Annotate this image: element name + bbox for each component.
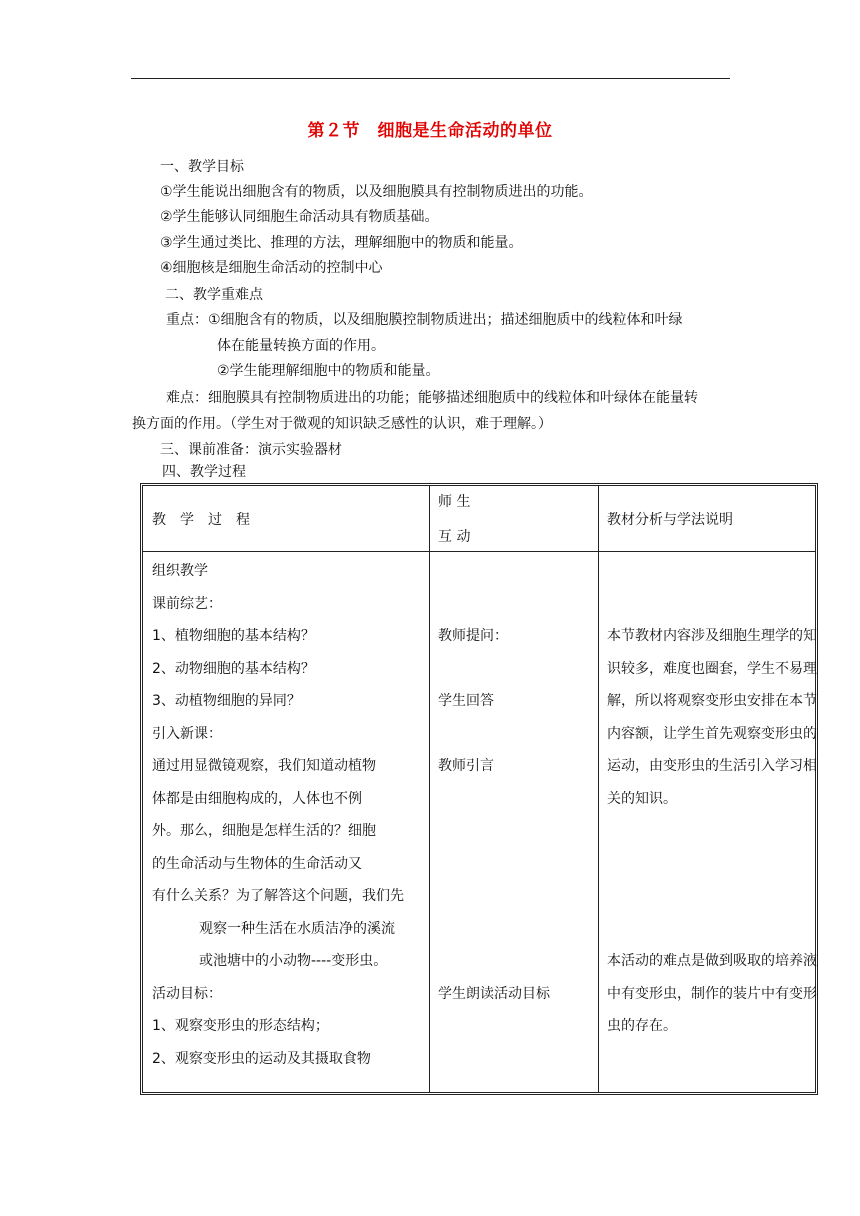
header-interaction: 互 动 bbox=[438, 529, 471, 545]
process-line: 观察一种生活在水质洁净的溪流 bbox=[199, 921, 395, 937]
process-line: 或池塘中的小动物----变形虫。 bbox=[199, 953, 388, 969]
table-divider bbox=[598, 486, 599, 1092]
header-process: 教 学 过 程 bbox=[152, 512, 250, 528]
header-notes: 教材分析与学法说明 bbox=[607, 512, 733, 528]
teaching-note: 本节教材内容涉及细胞生理学的知识较多，难度也圈套，学生不易理解，所以将观察变形虫安排在本节内容额，让学生首先观察变形虫的运动，由变形虫的生活引入学习相关的知识。 bbox=[607, 628, 817, 807]
process-line: 组织教学 bbox=[152, 563, 208, 579]
difficult-point: 难点：细胞膜具有控制物质进出的功能；能够描述细胞质中的线粒体和叶绿体在能量转 bbox=[166, 390, 698, 406]
difficult-point: 换方面的作用。（学生对于微观的知识缺乏感性的认识，难于理解。） bbox=[132, 416, 552, 432]
process-heading: 四、教学过程 bbox=[162, 464, 246, 480]
table-divider bbox=[429, 486, 430, 1092]
objective-item: ③学生通过类比、推理的方法，理解细胞中的物质和能量。 bbox=[160, 235, 523, 251]
process-line: 有什么关系？为了解答这个问题，我们先 bbox=[152, 888, 404, 904]
process-line: 通过用显微镜观察，我们知道动植物 bbox=[152, 758, 376, 774]
process-line: 2、动物细胞的基本结构？ bbox=[152, 661, 315, 677]
process-line: 课前综艺： bbox=[152, 596, 222, 612]
process-line: 3、动植物细胞的异同？ bbox=[152, 693, 301, 709]
interaction-teacher-lead: 教师引言 bbox=[438, 758, 494, 774]
header-interaction: 师 生 bbox=[438, 494, 471, 510]
process-line: 2、观察变形虫的运动及其摄取食物 bbox=[152, 1051, 371, 1067]
interaction-teacher-ask: 教师提问： bbox=[438, 628, 508, 644]
interaction-student-answer: 学生回答 bbox=[438, 693, 494, 709]
teaching-process-table bbox=[140, 483, 818, 1095]
key-point: 重点：①细胞含有的物质，以及细胞膜控制物质进出；描述细胞质中的线粒体和叶绿 bbox=[166, 312, 683, 328]
preparation: 三、课前准备：演示实验器材 bbox=[160, 442, 342, 458]
teaching-note: 本活动的难点是做到吸取的培养液中有变形虫，制作的装片中有变形虫的存在。 bbox=[607, 953, 817, 1034]
process-line: 的生命活动与生物体的生命活动又 bbox=[152, 856, 362, 872]
process-line: 外。那么，细胞是怎样生活的？细胞 bbox=[152, 823, 376, 839]
header-rule bbox=[131, 78, 730, 79]
process-line: 体都是由细胞构成的，人体也不例 bbox=[152, 791, 362, 807]
key-heading: 二、教学重难点 bbox=[165, 287, 263, 303]
process-line: 引入新课： bbox=[152, 726, 222, 742]
objective-item: ④细胞核是细胞生命活动的控制中心 bbox=[160, 260, 383, 276]
objectives-heading: 一、教学目标 bbox=[160, 159, 244, 175]
process-line: 1、观察变形虫的形态结构； bbox=[152, 1018, 329, 1034]
table-divider bbox=[143, 551, 815, 552]
process-line: 1、植物细胞的基本结构？ bbox=[152, 628, 315, 644]
page-title: 第２节 细胞是生命活动的单位 bbox=[307, 121, 553, 141]
objective-item: ②学生能够认同细胞生命活动具有物质基础。 bbox=[160, 209, 439, 225]
objective-item: ①学生能说出细胞含有的物质，以及细胞膜具有控制物质进出的功能。 bbox=[160, 184, 593, 200]
process-line: 活动目标： bbox=[152, 986, 222, 1002]
key-point: 体在能量转换方面的作用。 bbox=[217, 338, 385, 354]
key-point: ②学生能理解细胞中的物质和能量。 bbox=[217, 363, 440, 379]
interaction-student-read: 学生朗读活动目标 bbox=[438, 986, 550, 1002]
